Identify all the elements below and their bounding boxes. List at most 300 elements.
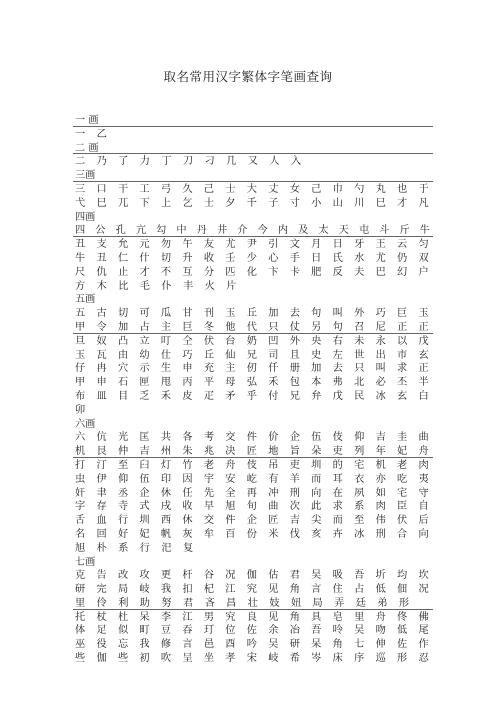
hanzi-char: 有 xyxy=(268,473,279,485)
hanzi-char: 本 xyxy=(311,377,322,389)
hanzi-char: 人 xyxy=(269,156,280,168)
hanzi-char: 丸 xyxy=(375,183,386,195)
hanzi-char: 一 xyxy=(75,128,86,140)
hanzi-char: 杖 xyxy=(96,611,107,623)
hanzi-char: 攻 xyxy=(139,570,150,582)
hanzi-char: 再 xyxy=(246,487,257,499)
hanzi-char: 包 xyxy=(289,377,300,389)
hanzi-char: 呆 xyxy=(139,611,150,623)
hanzi-char: 丰 xyxy=(182,280,194,292)
hanzi-char: 友 xyxy=(203,239,214,251)
hanzi-char: 呈 xyxy=(182,653,193,665)
hanzi-char: 修 xyxy=(160,639,172,651)
hanzi-char: 君 xyxy=(182,597,194,609)
char-row xyxy=(75,335,440,349)
hanzi-char: 更 xyxy=(160,570,172,582)
section-header: 三画 xyxy=(75,170,96,182)
hanzi-char: 先 xyxy=(203,487,214,499)
char-row xyxy=(75,349,440,363)
hanzi-char: 宅 xyxy=(354,459,365,471)
hanzi-char: 宋 xyxy=(246,653,257,665)
hanzi-char: 巡 xyxy=(375,653,386,665)
hanzi-char: 巳 xyxy=(375,197,386,209)
hanzi-char: 吊 xyxy=(268,459,279,471)
hanzi-char: 交 xyxy=(203,515,214,527)
hanzi-char: 件 xyxy=(225,515,236,527)
hanzi-char: 吏 xyxy=(289,459,300,471)
hanzi-char: 化 xyxy=(246,266,257,278)
hanzi-char: 兀 xyxy=(117,197,129,209)
hanzi-char: 什 xyxy=(139,252,150,264)
hanzi-char: 虫 xyxy=(75,473,86,485)
hanzi-char: 希 xyxy=(289,653,300,665)
hanzi-char: 我 xyxy=(160,584,172,596)
hanzi-char: 朱 xyxy=(182,446,193,458)
hanzi-char: 加 xyxy=(117,321,129,333)
hanzi-char: 伉 xyxy=(96,432,107,444)
hanzi-char: 可 xyxy=(139,308,150,320)
hanzi-char: 旨 xyxy=(289,446,300,458)
hanzi-char: 氏 xyxy=(332,252,343,264)
hanzi-char: 企 xyxy=(246,515,257,527)
char-row xyxy=(75,473,440,487)
hanzi-char: 去 xyxy=(289,308,300,320)
hanzi-char: 几 xyxy=(226,156,237,168)
hanzi-char: 些 xyxy=(117,653,129,665)
hanzi-char: 木 xyxy=(96,280,107,292)
hanzi-char: 古 xyxy=(96,308,107,320)
hanzi-char: 勿 xyxy=(160,239,172,251)
hanzi-char: 册 xyxy=(289,363,300,375)
hanzi-char: 吸 xyxy=(332,570,343,582)
hanzi-char: 尺 xyxy=(75,266,86,278)
hanzi-char: 凸 xyxy=(117,335,129,347)
hanzi-char: 上 xyxy=(160,197,172,209)
hanzi-char: 士 xyxy=(203,197,214,209)
hanzi-char: 全 xyxy=(225,487,236,499)
hanzi-char: 吉 xyxy=(139,446,150,458)
hanzi-char: 川 xyxy=(354,197,365,209)
hanzi-char: 我 xyxy=(139,639,150,651)
hanzi-char: 才 xyxy=(139,266,150,278)
char-row xyxy=(75,321,440,335)
hanzi-char: 次 xyxy=(289,501,300,513)
hanzi-char: 戊 xyxy=(418,335,429,347)
hanzi-char: 尤 xyxy=(375,252,386,264)
hanzi-char: 冶 xyxy=(289,625,300,637)
hanzi-char: 后 xyxy=(418,515,429,527)
hanzi-char: 屯 xyxy=(358,225,370,237)
hanzi-char: 斗 xyxy=(379,225,390,237)
hanzi-char: 存 xyxy=(96,501,107,513)
hanzi-char: 交 xyxy=(225,432,236,444)
hanzi-char: 加 xyxy=(268,308,279,320)
hanzi-char: 仙 xyxy=(225,349,236,361)
hanzi-char: 心 xyxy=(268,252,279,264)
hanzi-char: 舌 xyxy=(75,515,86,527)
hanzi-char: 见 xyxy=(268,611,279,623)
hanzi-char: 司 xyxy=(268,349,279,361)
hanzi-char: 旬 xyxy=(246,501,257,513)
hanzi-char: 凡 xyxy=(418,197,429,209)
hanzi-char: 牛 xyxy=(75,252,86,264)
hanzi-char: 圳 xyxy=(311,459,322,471)
hanzi-char: 酉 xyxy=(225,639,236,651)
hanzi-char: 女 xyxy=(289,183,300,195)
hanzi-char: 臣 xyxy=(397,501,408,513)
hanzi-char: 行 xyxy=(117,515,129,527)
hanzi-char: 加 xyxy=(311,363,322,375)
hanzi-char: 角 xyxy=(289,611,300,623)
hanzi-char: 幻 xyxy=(397,266,408,278)
hanzi-char: 引 xyxy=(268,239,279,251)
hanzi-char: 疋 xyxy=(203,390,214,402)
hanzi-char: 吉 xyxy=(289,515,300,527)
section-header: 二 画 xyxy=(75,142,99,154)
hanzi-char: 匡 xyxy=(139,432,150,444)
char-row xyxy=(75,487,440,501)
char-row xyxy=(75,638,440,652)
hanzi-char: 子 xyxy=(268,197,279,209)
hanzi-char: 耳 xyxy=(332,473,343,485)
hanzi-char: 行 xyxy=(139,542,150,554)
char-row xyxy=(75,500,440,514)
hanzi-char: 夕 xyxy=(225,197,236,209)
hanzi-char: 升 xyxy=(182,252,193,264)
hanzi-char: 佟 xyxy=(397,611,408,623)
hanzi-char: 乎 xyxy=(246,390,257,402)
hanzi-char: 不 xyxy=(160,266,172,278)
hanzi-char: 巧 xyxy=(375,308,386,320)
hanzi-char: 圳 xyxy=(139,515,150,527)
hanzi-char: 弘 xyxy=(246,377,257,389)
hanzi-char: 奸 xyxy=(75,487,86,499)
hanzi-char: 干 xyxy=(117,183,129,195)
hanzi-char: 大 xyxy=(246,183,257,195)
hanzi-char: 未 xyxy=(354,335,365,347)
hanzi-char: 求 xyxy=(397,363,408,375)
hanzi-char: 片 xyxy=(226,280,237,292)
hanzi-char: 旭 xyxy=(75,542,86,554)
hanzi-char: 舟 xyxy=(418,446,429,458)
hanzi-char: 三 xyxy=(75,183,86,195)
hanzi-char: 乙 xyxy=(96,128,107,140)
hanzi-char: 妃 xyxy=(139,528,150,540)
hanzi-char: 介 xyxy=(237,225,248,237)
section-header: 五画 xyxy=(75,294,96,306)
hanzi-char: 住 xyxy=(332,584,343,596)
char-row xyxy=(75,155,440,169)
hanzi-char: 尖 xyxy=(311,515,322,527)
hanzi-char: 且 xyxy=(289,349,300,361)
hanzi-char: 占 xyxy=(354,584,365,596)
hanzi-char: 吃 xyxy=(397,473,408,485)
char-row xyxy=(75,197,440,211)
hanzi-char: 估 xyxy=(268,570,279,582)
hanzi-char: 伍 xyxy=(311,432,322,444)
hanzi-char: 名 xyxy=(75,528,86,540)
hanzi-char: 况 xyxy=(225,570,236,582)
hanzi-char: 壮 xyxy=(247,597,258,609)
hanzi-char: 丑 xyxy=(96,252,107,264)
hanzi-char: 太 xyxy=(318,225,329,237)
hanzi-char: 仍 xyxy=(397,252,408,264)
hanzi-char: 士 xyxy=(225,183,236,195)
hanzi-char: 山 xyxy=(332,197,343,209)
hanzi-char: 今 xyxy=(257,225,268,237)
hanzi-char: 日 xyxy=(311,252,322,264)
hanzi-char: 口 xyxy=(96,183,107,195)
hanzi-char: 如 xyxy=(375,487,386,499)
hanzi-char: 冰 xyxy=(375,390,386,402)
hanzi-char: 吝 xyxy=(204,597,215,609)
hanzi-char: 老 xyxy=(397,459,408,471)
hanzi-char: 勾 xyxy=(156,225,167,237)
hanzi-char: 吻 xyxy=(375,625,386,637)
hanzi-char: 仔 xyxy=(75,363,86,375)
hanzi-char: 牟 xyxy=(203,528,214,540)
hanzi-char: 丈 xyxy=(268,183,279,195)
hanzi-char: 助 xyxy=(139,597,150,609)
hanzi-char: 禾 xyxy=(268,377,279,389)
hanzi-char: 亢 xyxy=(135,225,147,237)
hanzi-char: 卯 xyxy=(75,404,86,416)
hanzi-char: 玉 xyxy=(418,308,429,320)
hanzi-char: 伟 xyxy=(375,515,386,527)
hanzi-char: 肥 xyxy=(311,266,322,278)
hanzi-char: 申 xyxy=(182,363,193,375)
hanzi-char: 吉 xyxy=(375,432,386,444)
hanzi-char: 羊 xyxy=(289,473,300,485)
hanzi-char: 究 xyxy=(225,611,236,623)
hanzi-char: 永 xyxy=(375,335,386,347)
hanzi-char: 兄 xyxy=(246,349,257,361)
hanzi-char: 决 xyxy=(225,446,236,458)
hanzi-char: 因 xyxy=(182,473,193,485)
hanzi-char: 豆 xyxy=(160,625,172,637)
hanzi-char: 佐 xyxy=(246,625,257,637)
hanzi-char: 布 xyxy=(75,390,86,402)
hanzi-char: 托 xyxy=(75,611,86,623)
hanzi-char: 瓦 xyxy=(96,349,107,361)
hanzi-char: 位 xyxy=(225,625,236,637)
hanzi-char: 乏 xyxy=(139,390,150,402)
hanzi-char: 仰 xyxy=(354,432,365,444)
hanzi-char: 句 xyxy=(311,308,322,320)
hanzi-char: 各 xyxy=(182,432,193,444)
hanzi-char: 共 xyxy=(160,432,172,444)
hanzi-char: 刊 xyxy=(203,308,214,320)
hanzi-char: 系 xyxy=(354,501,365,513)
hanzi-char: 以 xyxy=(397,335,408,347)
hanzi-char: 皿 xyxy=(96,390,107,402)
hanzi-char: 努 xyxy=(161,597,172,609)
hanzi-char: 似 xyxy=(117,625,129,637)
hanzi-char: 己 xyxy=(203,183,214,195)
hanzi-char: 伶 xyxy=(96,597,107,609)
hanzi-char: 低 xyxy=(397,625,408,637)
hanzi-char: 又 xyxy=(247,156,258,168)
section-header: 一 画 xyxy=(75,115,99,126)
hanzi-char: 宇 xyxy=(203,473,214,485)
hanzi-char: 仁 xyxy=(117,252,129,264)
stroke-count-list xyxy=(75,114,440,666)
hanzi-char: 些 xyxy=(75,653,86,665)
hanzi-char: 舟 xyxy=(375,611,386,623)
hanzi-char: 伎 xyxy=(246,459,257,471)
hanzi-char: 匣 xyxy=(139,377,150,389)
hanzi-char: 止 xyxy=(117,266,129,278)
hanzi-char: 史 xyxy=(311,349,322,361)
hanzi-char: 出 xyxy=(375,349,386,361)
hanzi-char: 入 xyxy=(290,156,302,168)
hanzi-char: 印 xyxy=(160,473,172,485)
hanzi-char: 床 xyxy=(332,653,343,665)
hanzi-char: 复 xyxy=(182,542,194,554)
hanzi-char: 企 xyxy=(139,487,150,499)
hanzi-char: 云 xyxy=(397,239,408,251)
hanzi-char: 向 xyxy=(311,487,322,499)
hanzi-char: 杜 xyxy=(117,611,129,623)
hanzi-char: 去 xyxy=(332,363,343,375)
hanzi-char: 毛 xyxy=(139,280,150,292)
hanzi-char: 幼 xyxy=(139,349,150,361)
hanzi-char: 早 xyxy=(203,501,214,513)
section-header: 六画 xyxy=(75,418,96,430)
hanzi-char: 比 xyxy=(118,280,129,292)
hanzi-char: 水 xyxy=(354,252,365,264)
hanzi-char: 仝 xyxy=(182,335,193,347)
hanzi-char: 机 xyxy=(375,459,386,471)
hanzi-char: 石 xyxy=(117,377,129,389)
hanzi-char: 杆 xyxy=(182,570,193,582)
hanzi-char: 角 xyxy=(289,584,300,596)
hanzi-char: 井 xyxy=(216,225,228,237)
hanzi-char: 皮 xyxy=(182,390,193,402)
hanzi-char: 中 xyxy=(176,225,187,237)
hanzi-char: 弗 xyxy=(332,377,343,389)
hanzi-char: 廷 xyxy=(355,597,366,609)
hanzi-char: 研 xyxy=(289,639,300,651)
hanzi-char: 尹 xyxy=(246,239,257,251)
hanzi-char: 吾 xyxy=(354,570,365,582)
hanzi-char: 仗 xyxy=(289,321,300,333)
hanzi-char: 系 xyxy=(118,542,129,554)
hanzi-char: 刀 xyxy=(182,156,194,168)
hanzi-char: 市 xyxy=(397,349,408,361)
hanzi-char: 佛 xyxy=(418,611,429,623)
hanzi-char: 均 xyxy=(397,570,408,582)
hanzi-char: 月 xyxy=(311,239,322,251)
hanzi-char: 二 xyxy=(75,156,86,168)
hanzi-char: 屹 xyxy=(246,473,257,485)
hanzi-char: 日 xyxy=(332,239,343,251)
hanzi-char: 甩 xyxy=(160,377,172,389)
hanzi-char: 州 xyxy=(160,446,172,458)
hanzi-char: 丘 xyxy=(246,308,257,320)
hanzi-char: 勺 xyxy=(354,183,365,195)
hanzi-char: 反 xyxy=(332,266,343,278)
hanzi-char: 兆 xyxy=(203,446,214,458)
hanzi-char: 句 xyxy=(332,321,343,333)
hanzi-char: 巳 xyxy=(96,197,107,209)
hanzi-char: 亥 xyxy=(311,528,322,540)
hanzi-char: 生 xyxy=(160,363,172,375)
hanzi-char: 町 xyxy=(139,625,150,637)
hanzi-char: 仲 xyxy=(117,446,129,458)
hanzi-char: 弄 xyxy=(334,597,345,609)
hanzi-char: 主 xyxy=(225,363,236,375)
hanzi-char: 守 xyxy=(418,487,429,499)
hanzi-char: 角 xyxy=(332,639,343,651)
hanzi-char: 忘 xyxy=(117,639,129,651)
hanzi-char: 昌 xyxy=(226,597,237,609)
hanzi-char: 甲 xyxy=(75,321,86,333)
hanzi-char: 凹 xyxy=(268,335,279,347)
hanzi-char: 江 xyxy=(225,584,236,596)
hanzi-char: 君 xyxy=(289,570,300,582)
hanzi-char: 艮 xyxy=(96,446,107,458)
char-row xyxy=(75,238,440,252)
hanzi-char: 另 xyxy=(311,321,322,333)
hanzi-char: 灰 xyxy=(182,528,193,540)
hanzi-char: 牙 xyxy=(354,239,365,251)
hanzi-char: 臼 xyxy=(139,459,150,471)
hanzi-char: 回 xyxy=(96,528,107,540)
char-row xyxy=(75,183,440,197)
hanzi-char: 圭 xyxy=(397,432,408,444)
char-row xyxy=(75,611,440,625)
hanzi-char: 分 xyxy=(203,266,214,278)
section-header: 七画 xyxy=(75,556,96,568)
hanzi-char: 五 xyxy=(75,308,86,320)
hanzi-char: 玎 xyxy=(203,625,214,637)
hanzi-char: 休 xyxy=(182,515,193,527)
hanzi-char: 正 xyxy=(418,321,429,333)
hanzi-char: 尤 xyxy=(225,239,236,251)
hanzi-char: 岐 xyxy=(139,584,150,596)
hanzi-char: 平 xyxy=(203,377,214,389)
hanzi-char: 久 xyxy=(182,183,193,195)
hanzi-char: 足 xyxy=(96,625,107,637)
hanzi-char: 牛 xyxy=(419,225,430,237)
hanzi-char: 衣 xyxy=(354,473,365,485)
hanzi-char: 仇 xyxy=(96,266,107,278)
hanzi-char: 丑 xyxy=(75,239,86,251)
hanzi-char: 休 xyxy=(160,487,172,499)
hanzi-char: 伏 xyxy=(397,515,408,527)
hanzi-char: 元 xyxy=(139,239,150,251)
hanzi-char: 立 xyxy=(139,335,150,347)
char-row xyxy=(75,542,440,556)
char-row xyxy=(75,266,440,280)
hanzi-char: 切 xyxy=(117,308,129,320)
hanzi-char: 妃 xyxy=(397,446,408,458)
hanzi-char: 兄 xyxy=(289,390,300,402)
hanzi-char: 岐 xyxy=(268,653,279,665)
hanzi-char: 互 xyxy=(182,266,193,278)
hanzi-char: 叫 xyxy=(332,308,343,320)
hanzi-char: 亦 xyxy=(375,473,386,485)
hanzi-char: 吴 xyxy=(354,625,365,637)
hanzi-char: 六 xyxy=(75,432,86,444)
hanzi-char: 匠 xyxy=(268,515,279,527)
hanzi-char: 好 xyxy=(117,528,129,540)
hanzi-char: 奴 xyxy=(96,335,107,347)
hanzi-char: 岑 xyxy=(311,653,322,665)
hanzi-char: 体 xyxy=(75,625,86,637)
hanzi-char: 忍 xyxy=(418,653,429,665)
